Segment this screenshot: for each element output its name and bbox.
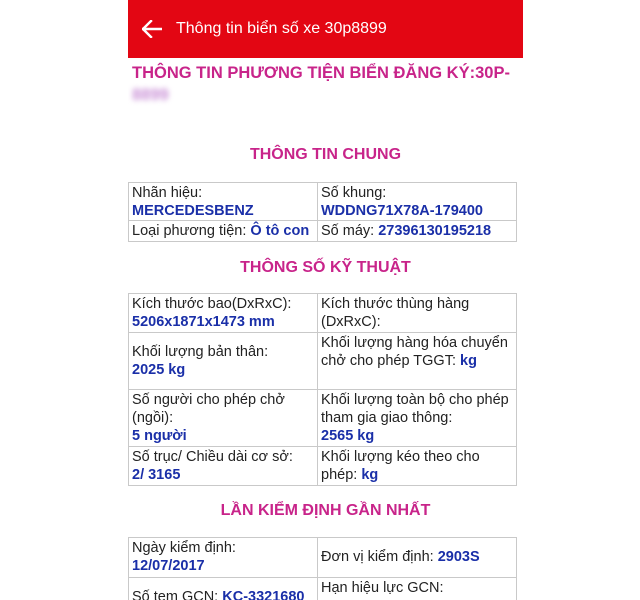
engine-cell: [318, 221, 517, 242]
back-button[interactable]: [130, 0, 174, 58]
table-row: [129, 183, 517, 221]
cargo-dimensions-cell: [318, 294, 517, 333]
inspection-unit-cell: [318, 538, 517, 578]
table-row: [129, 390, 517, 447]
table-row: [129, 538, 517, 578]
payload-label: Khối lượng hàng hóa chuyển chở cho phép TGGT:: [321, 335, 508, 369]
chassis-label: Số khung:: [321, 185, 387, 201]
chassis-value: WDDNG71X78A-179400: [321, 203, 483, 219]
brand-value: MERCEDESBENZ: [132, 203, 254, 219]
app-bar-title: Thông tin biển số xe 30p8899: [176, 20, 387, 37]
curb-weight-cell: [129, 333, 318, 390]
table-row: [129, 447, 517, 486]
page-title-text: THÔNG TIN PHƯƠNG TIỆN BIỂN ĐĂNG KÝ:30P-: [132, 64, 510, 82]
table-row: [129, 221, 517, 242]
chassis-cell: [318, 183, 517, 221]
axle-value: 2/ 3165: [132, 467, 181, 483]
brand-cell: [129, 183, 318, 221]
table-row: [129, 294, 517, 333]
validity-label: Hạn hiệu lực GCN:: [321, 580, 444, 596]
stamp-number-label: Số tem GCN:: [132, 589, 219, 600]
engine-label: Số máy:: [321, 223, 375, 239]
arrow-left-icon: [142, 20, 162, 38]
validity-cell: [318, 578, 517, 600]
towing-cell: [318, 447, 517, 486]
seats-label: Số người cho phép chở (ngồi):: [132, 392, 285, 426]
inspection-unit-value: 2903S: [437, 549, 480, 565]
inspection-date-label: Ngày kiểm định:: [132, 540, 236, 556]
curb-weight-value: 2025 kg: [132, 362, 186, 378]
dimensions-cell: [129, 294, 318, 333]
seats-value: 5 người: [132, 428, 187, 444]
stamp-number-cell: [129, 578, 318, 600]
gross-weight-cell: [318, 390, 517, 447]
stamp-number-value: KC-3321680: [222, 589, 305, 600]
brand-label: Nhãn hiệu:: [132, 185, 203, 201]
inspection-date-cell: [129, 538, 318, 578]
vehicle-type-value: Ô tô con: [250, 223, 310, 239]
seats-cell: [129, 390, 318, 447]
table-row: [129, 333, 517, 390]
blurred-plate-number: 8899: [132, 86, 169, 104]
section-heading-inspection: LẦN KIỂM ĐỊNH GẦN NHẤT: [220, 502, 431, 519]
section-heading-general: THÔNG TIN CHUNG: [249, 146, 402, 163]
vehicle-type-label: Loại phương tiện:: [132, 223, 247, 239]
inspection-date-value: 12/07/2017: [132, 558, 205, 574]
axle-label: Số trục/ Chiều dài cơ sở:: [132, 449, 293, 465]
payload-value: kg: [460, 353, 477, 369]
towing-label: Khối lượng kéo theo cho phép:: [321, 449, 480, 483]
specs-table: [128, 293, 517, 486]
dimensions-value: 5206x1871x1473 mm: [132, 314, 275, 330]
gross-weight-label: Khối lượng toàn bộ cho phép tham gia giao thông:: [321, 392, 509, 426]
towing-value: kg: [361, 467, 379, 483]
cargo-dimensions-label: Kích thước thùng hàng (DxRxC):: [321, 296, 470, 330]
payload-cell: [318, 333, 517, 390]
table-row: [129, 578, 517, 600]
general-info-table: [128, 182, 517, 242]
section-heading-specs: THÔNG SỐ KỸ THUẬT: [240, 259, 411, 276]
inspection-table: [128, 537, 517, 600]
inspection-unit-label: Đơn vị kiểm định:: [321, 549, 434, 565]
engine-value: 27396130195218: [378, 223, 492, 239]
phone-screen: [128, 0, 523, 600]
axle-cell: [129, 447, 318, 486]
curb-weight-label: Khối lượng bản thân:: [132, 344, 269, 360]
dimensions-label: Kích thước bao(DxRxC):: [132, 296, 292, 312]
page-title: [132, 62, 522, 106]
app-bar: [128, 0, 523, 58]
vehicle-type-cell: [129, 221, 318, 242]
gross-weight-value: 2565 kg: [321, 428, 375, 444]
